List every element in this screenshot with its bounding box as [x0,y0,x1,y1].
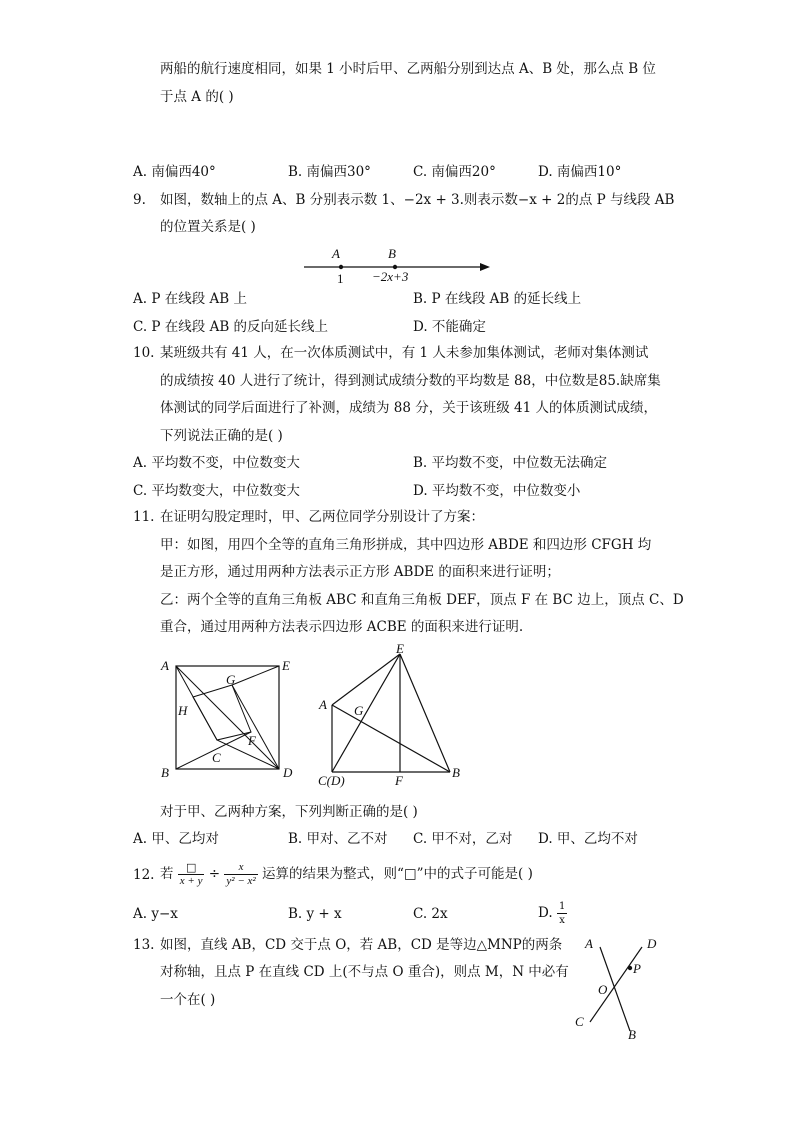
segment-gd [232,685,279,769]
q9-stem-line2: 的位置关系是( ) [160,219,256,235]
q11-stem-line1: 在证明勾股定理时，甲、乙两位同学分别设计了方案： [160,509,484,525]
fig1-label-d: D [283,765,293,780]
q8-option-d: D. 南偏西10° [538,164,622,180]
q12-option-d-fraction [557,900,567,927]
q12-optd-numerator: 1 [558,901,566,912]
q12-stem [160,856,533,892]
q12-divide-sign: ÷ [208,866,221,882]
fig1-label-g: G [226,672,236,687]
fig2-label-g: G [354,703,364,718]
segment-ae [332,654,400,705]
segment-eg [232,666,279,685]
q10-stem-line3: 体测试的同学后面进行了补测，成绩为 88 分，关于该班级 41 人的体质测试成绩， [160,400,658,416]
q12-frac2-numerator: x [224,861,257,875]
q13-stem-line3: 一个在( ) [160,992,216,1008]
q10-stem-line1: 某班级共有 41 人，在一次体质测试中，有 1 人未参加集体测试，老师对集体测试 [160,345,649,361]
q12-frac1-denominator: x + y [179,875,203,887]
q13-label-b: B [628,1027,636,1042]
q10-stem-line2: 的成绩按 40 人进行了统计，得到测试成绩分数的平均数是 88，中位数是85.缺席集 [160,373,661,389]
q11-figure-triangles [320,640,460,780]
point-a-label: A [332,246,340,261]
q12-suffix: 运算的结果为整式，则“□”中的式子可能是( ) [261,866,533,882]
point-b-label: B [388,246,396,261]
q9-option-d: D. 不能确定 [413,319,486,335]
q12-prefix: 若 [160,866,174,882]
fig1-label-b: B [161,765,169,780]
point-b-value: −2x+3 [372,269,409,284]
q8-option-b: B. 南偏西30° [288,164,371,180]
q13-number: 13. [133,937,155,953]
fig1-label-f: F [248,733,256,748]
q12-option-b: B. y + x [288,906,342,922]
q11-stem-line2: 甲：如图，用四个全等的直角三角形拼成，其中四边形 ABDE 和四边形 CFGH 均 [160,537,652,553]
q13-label-a: A [585,936,593,951]
q13-label-o: O [598,982,608,997]
q11-option-c: C. 甲不对，乙对 [413,831,513,847]
q13-label-c: C [575,1014,584,1029]
q11-stem-line4: 乙：两个全等的直角三角板 ABC 和直角三角板 DEF，顶点 F 在 BC 边上，顶点 C、D [160,592,684,608]
point-a-dot [339,265,343,269]
q9-option-b: B. P 在线段 AB 的延长线上 [413,291,582,307]
fig2-label-e: E [396,641,404,656]
q11-number: 11. [133,509,155,525]
q11-option-d: D. 甲、乙均不对 [538,831,638,847]
q10-option-c: C. 平均数变大，中位数变大 [133,483,300,499]
q13-label-p: P [633,961,641,976]
segment-de [332,654,400,772]
q12-option-c: C. 2x [413,906,448,922]
q12-option-a: A. y−x [133,906,178,922]
q9-stem-line1: 如图，数轴上的点 A、B 分别表示数 1、−2x + 3.则表示数−x + 2的点 P 与线段 AB [160,192,675,208]
q10-stem-line4: 下列说法正确的是( ) [160,428,283,444]
q12-option-d [538,898,567,928]
q11-option-b: B. 甲对、乙不对 [288,831,388,847]
fig2-label-a: A [319,697,327,712]
q11-option-a: A. 甲、乙均对 [133,831,219,847]
q10-number: 10. [133,345,155,361]
q13-stem-line2: 对称轴，且点 P 在直线 CD 上(不与点 O 重合)，则点 M，N 中必有 [160,964,569,980]
q12-option-d-label: D. [538,905,553,921]
q10-option-a: A. 平均数不变，中位数变大 [133,455,300,471]
q8-stem-line2: 于点 A 的( ) [160,89,234,105]
q11-stem-line3: 是正方形，通过用两种方法表示正方形 ABDE 的面积来进行证明； [160,564,560,580]
q13-stem-line1: 如图，直线 AB，CD 交于点 O，若 AB，CD 是等边△MNP的两条 [160,937,563,953]
q8-option-c: C. 南偏西20° [413,164,496,180]
q9-number: 9. [133,192,146,208]
q10-option-b: B. 平均数不变，中位数无法确定 [413,455,608,471]
fig2-label-f: F [395,773,403,788]
q12-fraction-2 [224,861,257,888]
q8-stem-line1: 两船的航行速度相同，如果 1 小时后甲、乙两船分别到达点 A、B 处，那么点 B 位 [160,61,656,77]
arrow-right-icon [480,263,490,271]
segment-eb [400,654,450,772]
q8-option-a: A. 南偏西40° [133,164,216,180]
q11-stem-line6: 对于甲、乙两种方案，下列判断正确的是( ) [160,804,418,820]
fig2-label-cd: C(D) [318,773,345,788]
q13-label-d: D [647,936,657,951]
q9-option-a: A. P 在线段 AB 上 [133,291,247,307]
q12-frac2-denominator: y² − x² [226,875,256,887]
point-p-dot [628,966,632,970]
point-a-value: 1 [337,271,344,286]
fig1-label-a: A [161,658,169,673]
q12-number: 12. [133,867,155,883]
q12-frac1-numerator: □ [178,861,205,875]
fig1-label-h: H [178,703,188,718]
q11-stem-line5: 重合，通过用两种方法表示四边形 ACBE 的面积来进行证明. [160,619,524,635]
q12-optd-denominator: x [559,915,565,926]
q10-option-d: D. 平均数不变，中位数变小 [413,483,581,499]
q9-option-c: C. P 在线段 AB 的反向延长线上 [133,319,329,335]
fig1-label-c: C [212,750,221,765]
fig1-label-e: E [282,658,290,673]
fig2-label-b: B [452,765,460,780]
segment-ab [332,705,450,772]
q12-fraction-1 [178,861,205,888]
